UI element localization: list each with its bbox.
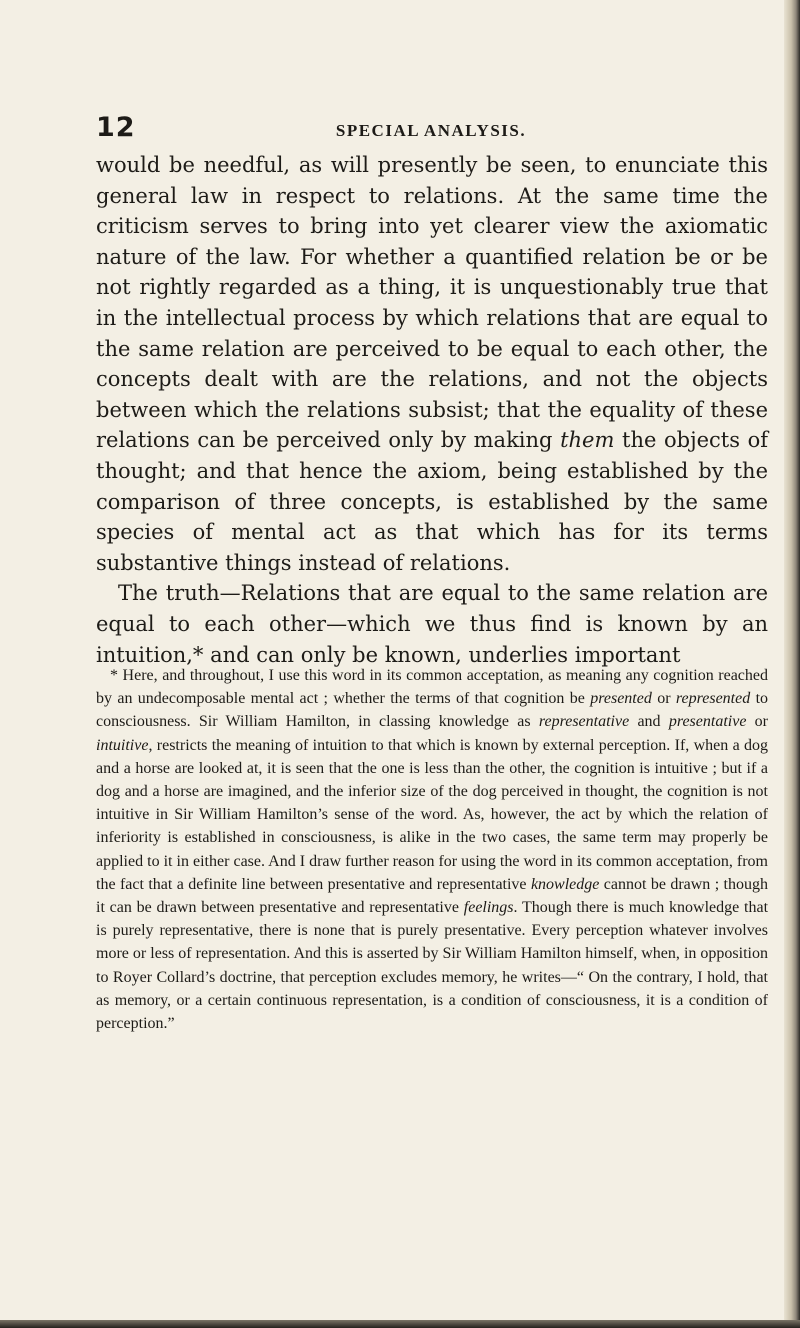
footnote-segment: , restricts the meaning of intuition to that which is known by external perception. If, when a dog and a horse are looked at, it is seen that the one is less than the other, the cognition is intuitive ; but if a dog and a horse are imagined, and the inferior size of the dog perceived in thought, the cognition is not intuitive in Sir William Hamilton’s sense of the word. As, however, the act by which the relation of inferiority is established in consciousness, is alike in the two cases, the same term may properly be applied to it in either case. And I draw further reason for using the word in its common acceptation, from the fact that a definite line between presentative and representative [96, 736, 768, 893]
footnote [96, 664, 768, 1035]
footnote-emphasis: intuitive [96, 736, 149, 754]
paragraph-2: The truth—Relations that are equal to the same relation are equal to each other—which we thus find is known by an intuition,* and can only be known, underlies important [96, 581, 768, 667]
footnote-segment: * Here, and throughout, I use this word in its common acceptation, as meaning any cognition reached by an undecomposable mental act ; whether the terms of that cognition be [96, 667, 768, 708]
footnote-text [96, 664, 768, 1035]
paragraph-1-text: would be needful, as will presently be seen, to enunciate this general law in respect to relations. At the same time the criticism serves to bring into yet clearer view the axiomatic nature of the law. For whether a quantified relation be or be not rightly regarded as a thing, it is unquestionably true that in the intellectual process by which relations that are equal to the same relation are perceived to be equal to each other, the concepts dealt with are the relations, and not the objects between which the relations subsist; that the equality of these relations can be perceived only by making [96, 153, 768, 453]
running-title: SPECIAL ANALYSIS. [335, 121, 527, 140]
footnote-emphasis: presentative [668, 713, 747, 731]
scan-bottom-edge [0, 1320, 800, 1328]
footnote-emphasis: representative [538, 713, 630, 731]
footnote-segment: or [651, 690, 676, 708]
footnote-segment: and [629, 713, 669, 731]
footnote-segment: . Though there is much knowledge that is purely representative, there is none that is purely presentative. Every perception whatever involves more or less of representation. And this is asserted by Sir William Hamilton himself, when, in opposition to Royer Collard’s doctrine, that perception excludes memory, he writes—“ On the contrary, I hold, that as memory, or a certain continuous representation, is a condition of consciousness, it is a condition of perception.” [96, 899, 769, 1033]
page-number: 12 [96, 112, 136, 143]
emphasis-them: them [560, 428, 615, 453]
footnote-segment: to consciousness. Sir William Hamilton, in classing knowledge as [96, 690, 769, 731]
page-edge-shadow [784, 0, 800, 1328]
main-text [96, 150, 768, 670]
footnote-emphasis: feelings [463, 899, 514, 917]
footnote-segment: cannot be drawn ; though it can be drawn between presentative and representative [96, 875, 769, 917]
footnote-emphasis: knowledge [530, 875, 600, 893]
paragraph-1 [96, 150, 768, 578]
footnote-emphasis: represented [675, 690, 751, 708]
paragraph-1-end: the objects of thought; and that hence the axiom, being established by the comparison of three concepts, is established by the same species of mental act as that which has for its terms substantive things instead of relations. [96, 428, 768, 575]
footnote-segment: or [746, 713, 769, 731]
footnote-emphasis: presented [590, 690, 652, 708]
page-header [96, 112, 766, 146]
